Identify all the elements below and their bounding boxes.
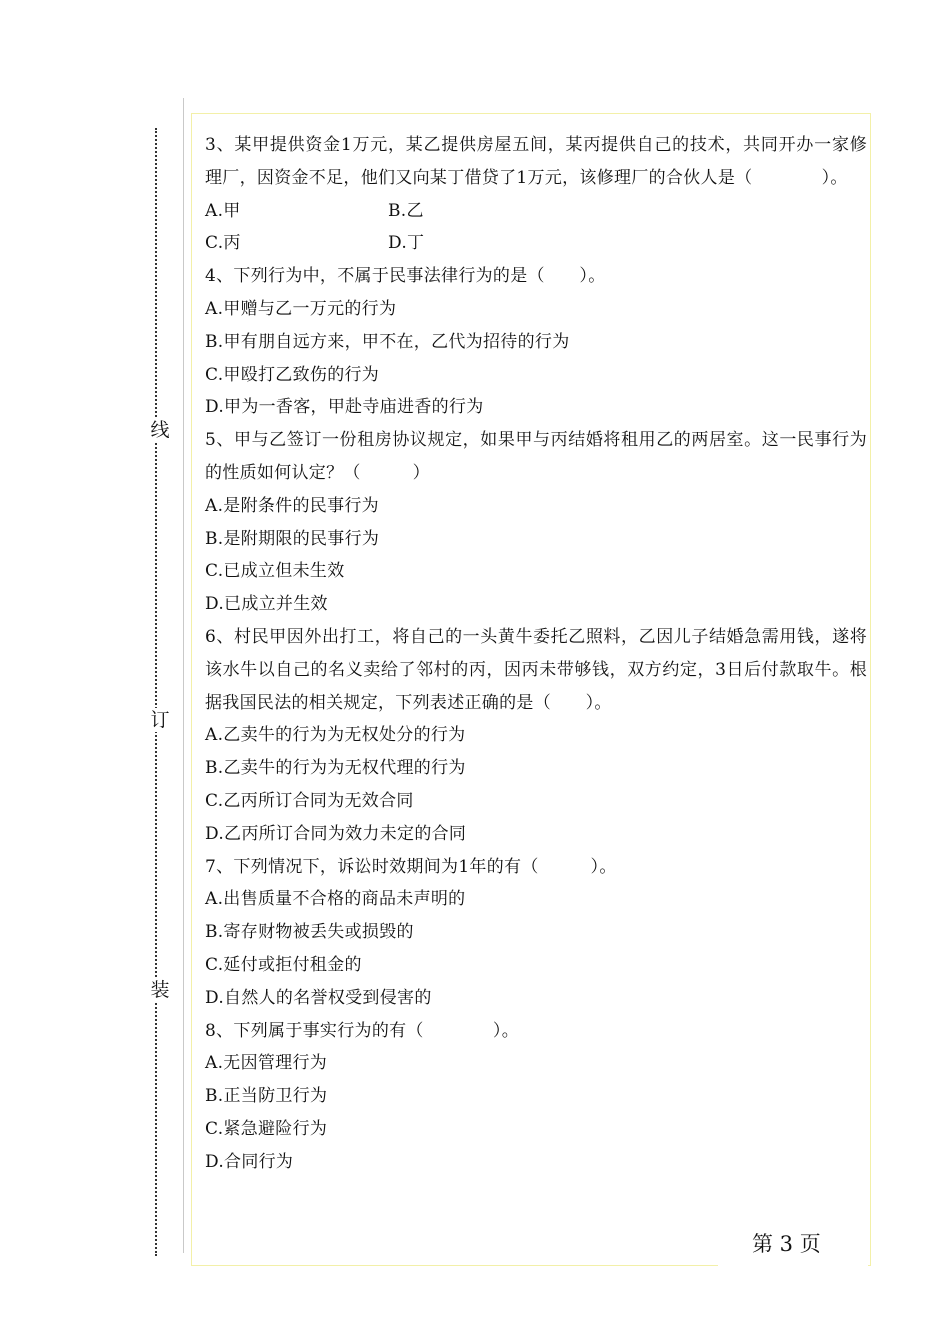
question-6-option-d: D.乙丙所订合同为效力未定的合同: [205, 823, 467, 844]
question-6-option-c: C.乙丙所订合同为无效合同: [205, 790, 414, 811]
question-6-option-b: B.乙卖牛的行为为无权代理的行为: [205, 758, 466, 779]
question-5-option-d: D.已成立并生效: [205, 594, 328, 615]
question-7-option-a: A.出售质量不合格的商品未声明的: [205, 889, 466, 910]
question-5-option-b: B.是附期限的民事行为: [205, 528, 380, 549]
question-8-stem: 8、下列属于事实行为的有（ ）。: [205, 1020, 520, 1041]
page-number: 第 3 页: [752, 1232, 821, 1256]
question-5-option-c: C.已成立但未生效: [205, 561, 345, 582]
question-5-stem: 5、甲与乙签订一份租房协议规定，如果甲与丙结婚将租用乙的两居室。这一民事行为的性质如何认定？（ ）: [205, 430, 867, 483]
question-7-option-b: B.寄存财物被丢失或损毁的: [205, 922, 414, 943]
question-3-stem: 3、某甲提供资金1万元，某乙提供房屋五间，某丙提供自己的技术，共同开办一家修理厂，因资金不足，他们又向某丁借贷了1万元，该修理厂的合伙人是（ ）。: [205, 135, 867, 188]
question-3-option-b: B.乙: [388, 200, 424, 221]
question-4-stem: 4、下列行为中，不属于民事法律行为的是（ ）。: [205, 266, 606, 287]
question-6-stem: 6、村民甲因外出打工，将自己的一头黄牛委托乙照料，乙因儿子结婚急需用钱，遂将该水牛以自己的名义卖给了邻村的丙，因丙未带够钱，双方约定，3日后付款取牛。根据我国民法的相关规定，下列表述正确的是（ ）。: [205, 626, 867, 713]
question-4-option-a: A.甲赠与乙一万元的行为: [205, 298, 397, 319]
question-5-option-a: A.是附条件的民事行为: [205, 495, 379, 516]
question-8-option-d: D.合同行为: [205, 1151, 294, 1172]
question-4-option-c: C.甲殴打乙致伤的行为: [205, 364, 380, 385]
question-6-option-a: A.乙卖牛的行为为无权处分的行为: [205, 725, 466, 746]
question-8-option-c: C.紧急避险行为: [205, 1118, 328, 1139]
question-3-option-c: C.丙: [205, 233, 241, 254]
question-list: [205, 129, 867, 1179]
question-4-option-d: D.甲为一香客，甲赴寺庙进香的行为: [205, 397, 484, 418]
question-7-stem: 7、下列情况下，诉讼时效期间为1年的有（ ）。: [205, 856, 617, 877]
binding-label-ding: 订: [148, 708, 172, 732]
question-7-option-d: D.自然人的名誉权受到侵害的: [205, 987, 432, 1008]
question-3-options-row-1: [205, 195, 867, 228]
binding-label-zhuang: 装: [148, 978, 172, 1002]
question-8-option-b: B.正当防卫行为: [205, 1086, 328, 1107]
question-7-option-c: C.延付或拒付租金的: [205, 954, 362, 975]
question-4-option-b: B.甲有朋自远方来，甲不在，乙代为招待的行为: [205, 331, 570, 352]
question-3-option-a: A.甲: [205, 200, 241, 221]
binding-dotted-line: [155, 128, 157, 1256]
question-8-option-a: A.无因管理行为: [205, 1053, 328, 1074]
question-3-options-row-2: [205, 227, 867, 260]
question-3-option-d: D.丁: [388, 233, 425, 254]
margin-rule: [183, 98, 184, 1253]
binding-label-xian: 线: [148, 418, 172, 442]
